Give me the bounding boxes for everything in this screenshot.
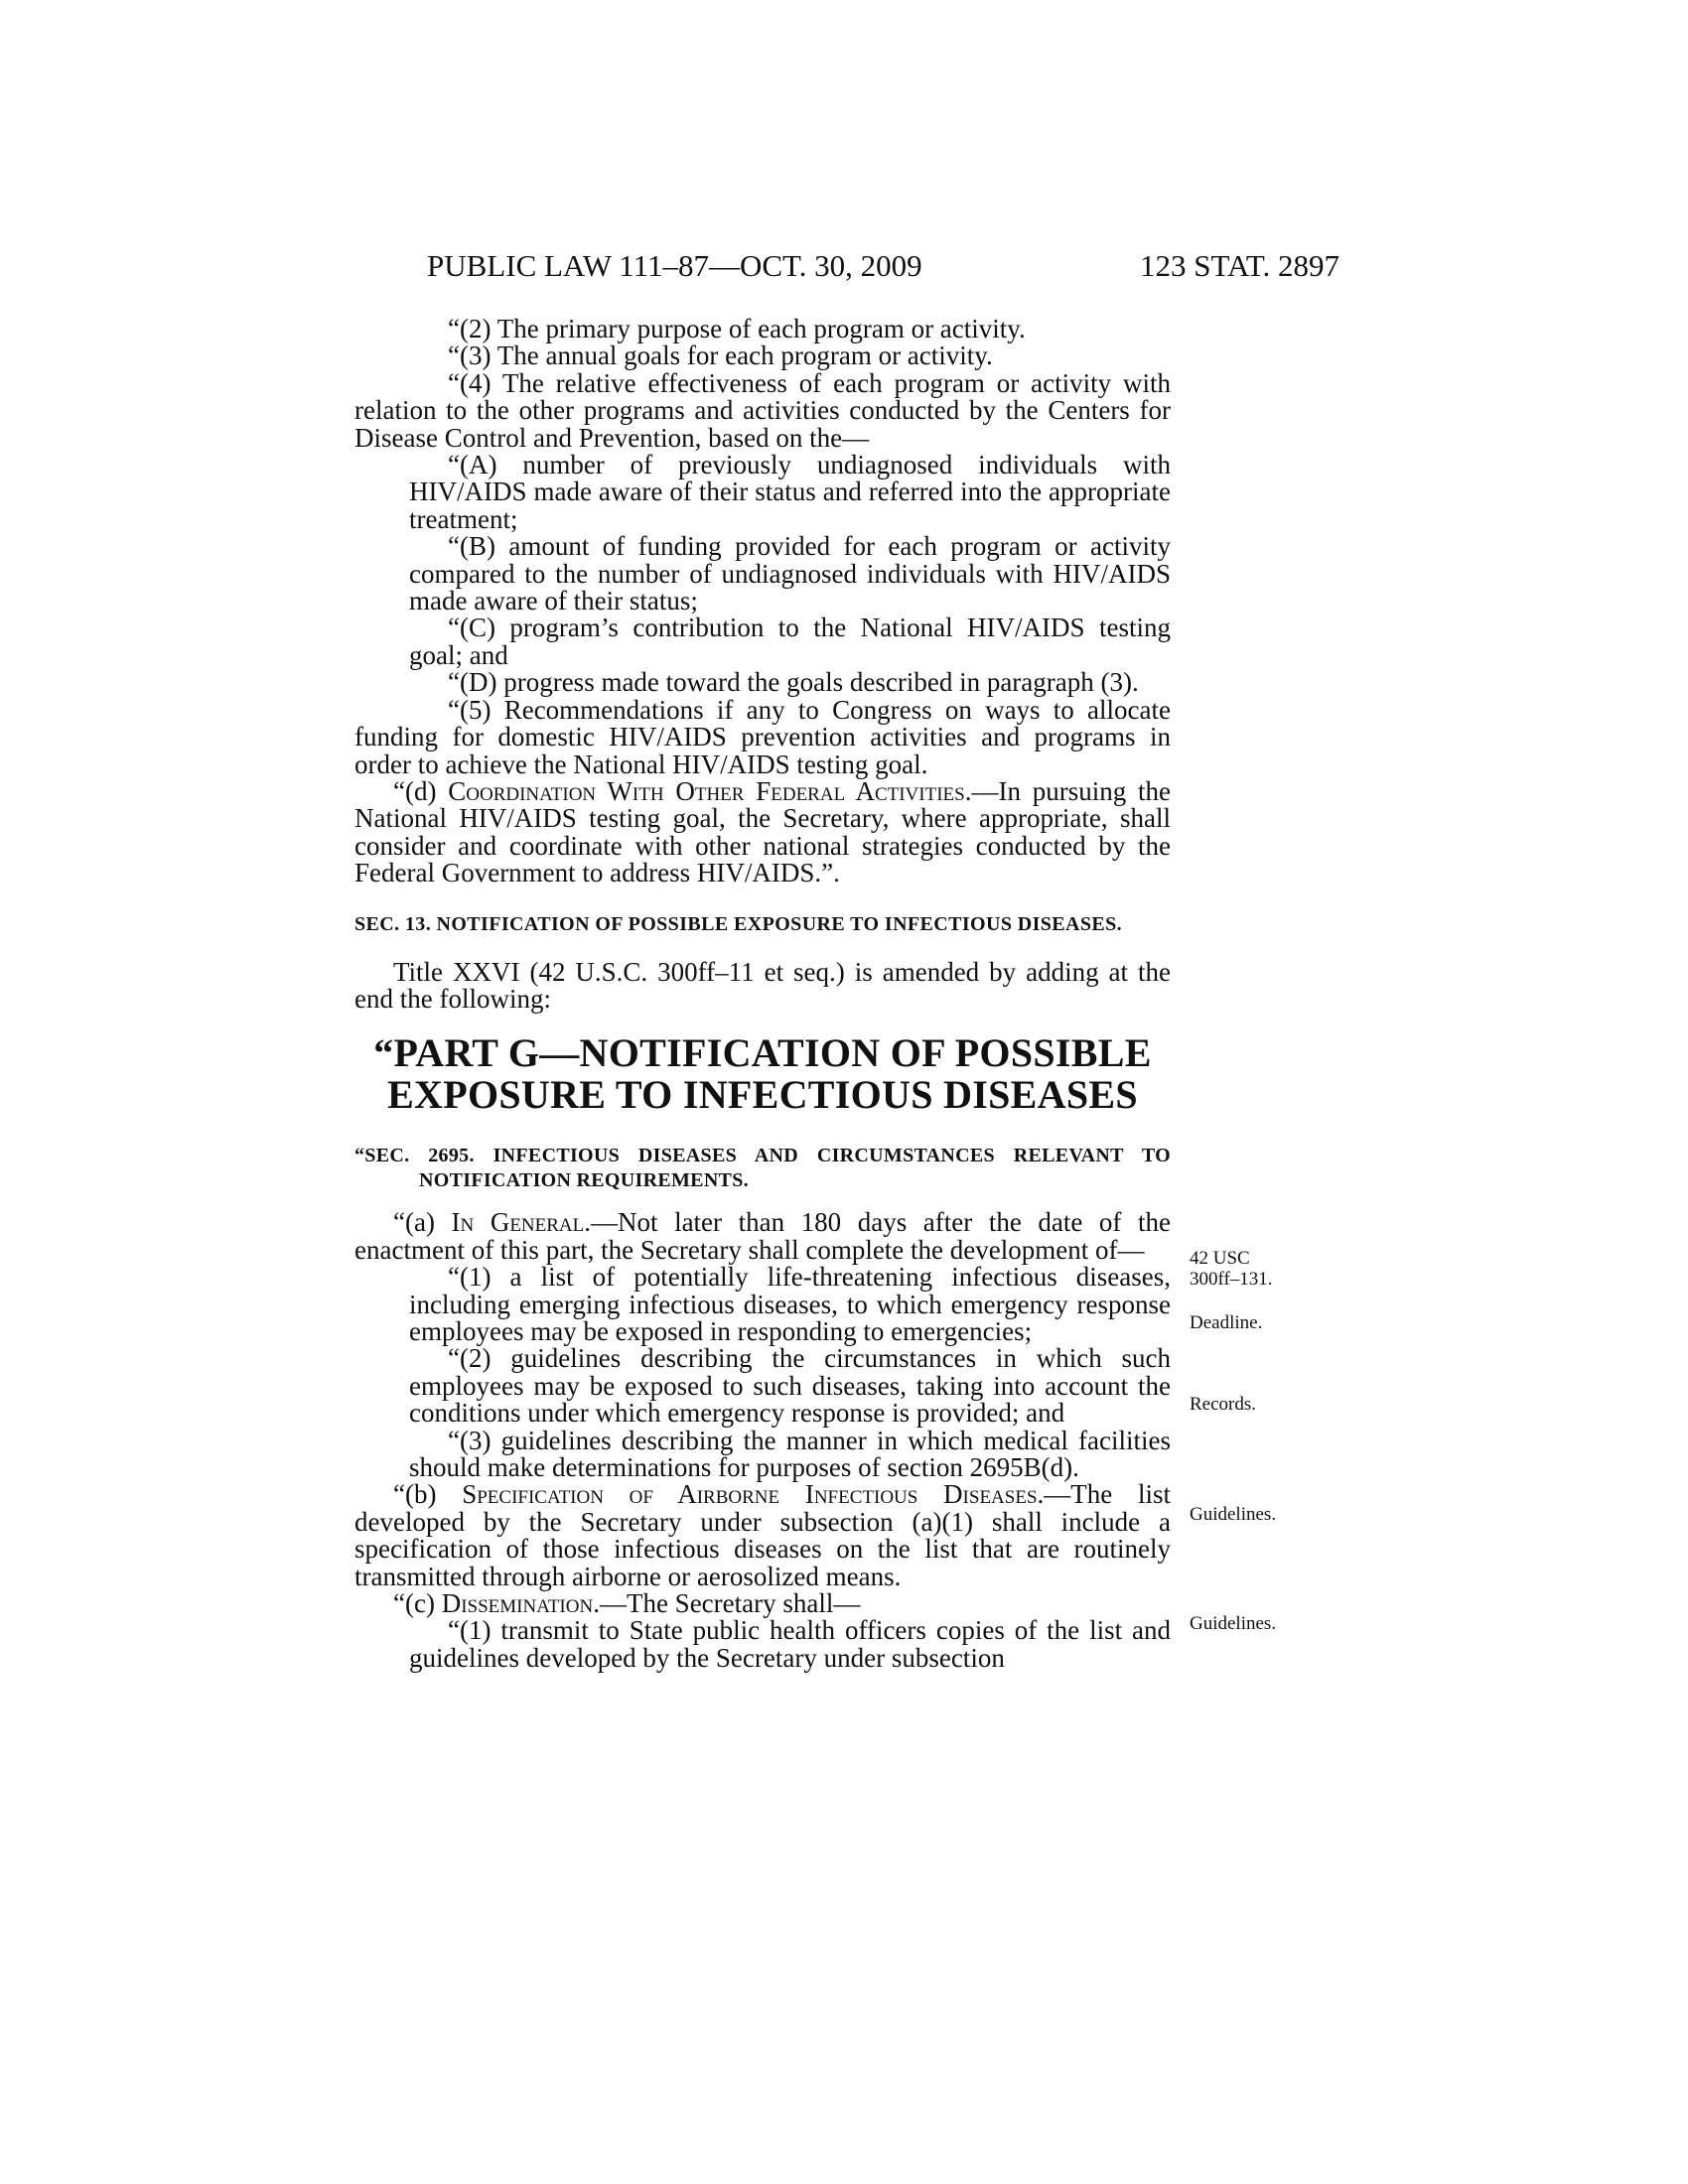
margin-note-usc-line2: 300ff–131. xyxy=(1190,1269,1273,1290)
subsection-c-prefix: “(c) xyxy=(393,1588,442,1619)
subsection-d-heading: Coordination With Other Federal Activities. xyxy=(448,775,972,806)
subsection-d-text: —In pursuing the National HIV/AIDS testing goal, the Secretary, where appropriate, shall consider and coordinate with other national strategies conducted by the Federal Government to address HIV/AIDS.”. xyxy=(354,775,1171,888)
paragraph-4-4: “(4) The relative effectiveness of each program or activity with relation to the other programs and activities conducted by the Centers for Disease Control and Prevention, based on the— xyxy=(354,367,1171,453)
page-body xyxy=(354,316,1171,1672)
part-g-title xyxy=(354,1032,1171,1116)
section-13-heading: SEC. 13. NOTIFICATION OF POSSIBLE EXPOSURE TO INFECTIOUS DISEASES. xyxy=(354,912,1123,935)
header-page-number: 123 STAT. 2897 xyxy=(1140,248,1340,283)
margin-note-deadline: Deadline. xyxy=(1190,1312,1263,1333)
subsection-b-prefix: “(b) xyxy=(393,1479,463,1510)
part-g-title-line2: EXPOSURE TO INFECTIOUS DISEASES xyxy=(387,1072,1138,1118)
subparagraph-b: “(B) amount of funding provided for each program or activity compared to the number of undiagnosed individuals with HIV/AIDS made aware of their status; xyxy=(409,531,1171,616)
margin-note-usc-line1: 42 USC xyxy=(1190,1248,1250,1269)
paragraph-4-3: “(3) The annual goals for each program or activity. xyxy=(448,341,993,371)
subparagraph-c: “(C) program’s contribution to the National HIV/AIDS testing goal; and xyxy=(409,613,1171,670)
margin-note-guidelines-2: Guidelines. xyxy=(1190,1613,1277,1634)
subsection-a-prefix: “(a) xyxy=(393,1207,452,1238)
subsection-a-text: —Not later than 180 days after the date of the enactment of this part, the Secretary shall complete the development of— xyxy=(354,1207,1171,1265)
header-title: PUBLIC LAW 111–87—OCT. 30, 2009 xyxy=(427,248,922,283)
subsection-b-text: —The list developed by the Secretary under subsection (a)(1) shall include a specification of those infectious diseases on the list that are routinely transmitted through airborne or aerosolized means. xyxy=(354,1479,1171,1591)
subparagraph-d: “(D) progress made toward the goals described in paragraph (3). xyxy=(448,667,1139,698)
section-2695-heading: “SEC. 2695. INFECTIOUS DISEASES AND CIRCUMSTANCES RELEVANT TO NOTIFICATION REQUIREMENTS. xyxy=(354,1145,1171,1192)
subparagraph-a: “(A) number of previously undiagnosed individuals with HIV/AIDS made aware of their status and referred into the appropriate treatment; xyxy=(409,450,1171,534)
margin-note-records: Records. xyxy=(1190,1394,1257,1415)
margin-note-usc xyxy=(1190,1248,1273,1290)
margin-note-guidelines-1: Guidelines. xyxy=(1190,1504,1277,1525)
subsection-b-heading: Specification of Airborne Infectious Diseases. xyxy=(462,1479,1045,1510)
subsection-b xyxy=(354,1481,1171,1590)
paragraph-4-5: “(5) Recommendations if any to Congress on ways to allocate funding for domestic HIV/AIDS prevention activities and programs in order to achieve the National HIV/AIDS testing goal. xyxy=(354,694,1171,779)
subsection-c-1: “(1) transmit to State public health officers copies of the list and guidelines developed by the Secretary under subsection xyxy=(409,1615,1171,1673)
subsection-a-heading: In General. xyxy=(451,1207,591,1238)
subsection-a xyxy=(354,1209,1171,1264)
subsection-c-text: —The Secretary shall— xyxy=(599,1588,861,1619)
subsection-c-heading: Dissemination. xyxy=(441,1588,600,1619)
subsection-a-2: “(2) guidelines describing the circumstances in which such employees may be exposed to such diseases, taking into account the conditions under which emergency response is provided; and xyxy=(409,1343,1171,1429)
paragraph-4-2: “(2) The primary purpose of each program or activity. xyxy=(448,314,1026,343)
section-13-text: Title XXVI (42 U.S.C. 300ff–11 et seq.) is amended by adding at the end the following: xyxy=(354,956,1171,1014)
subsection-a-1: “(1) a list of potentially life-threatening infectious diseases, including emerging infectious diseases, to which emergency response employees may be exposed in responding to emergencies; xyxy=(409,1262,1171,1346)
subsection-a-3: “(3) guidelines describing the manner in which medical facilities should make determinations for purposes of section 2695B(d). xyxy=(409,1425,1171,1482)
subsection-d-prefix: “(d) xyxy=(393,775,449,806)
part-g-title-line1: “PART G—NOTIFICATION OF POSSIBLE xyxy=(373,1030,1152,1076)
subsection-c xyxy=(354,1590,1171,1617)
running-header xyxy=(0,248,1688,288)
subsection-d xyxy=(354,775,1171,888)
